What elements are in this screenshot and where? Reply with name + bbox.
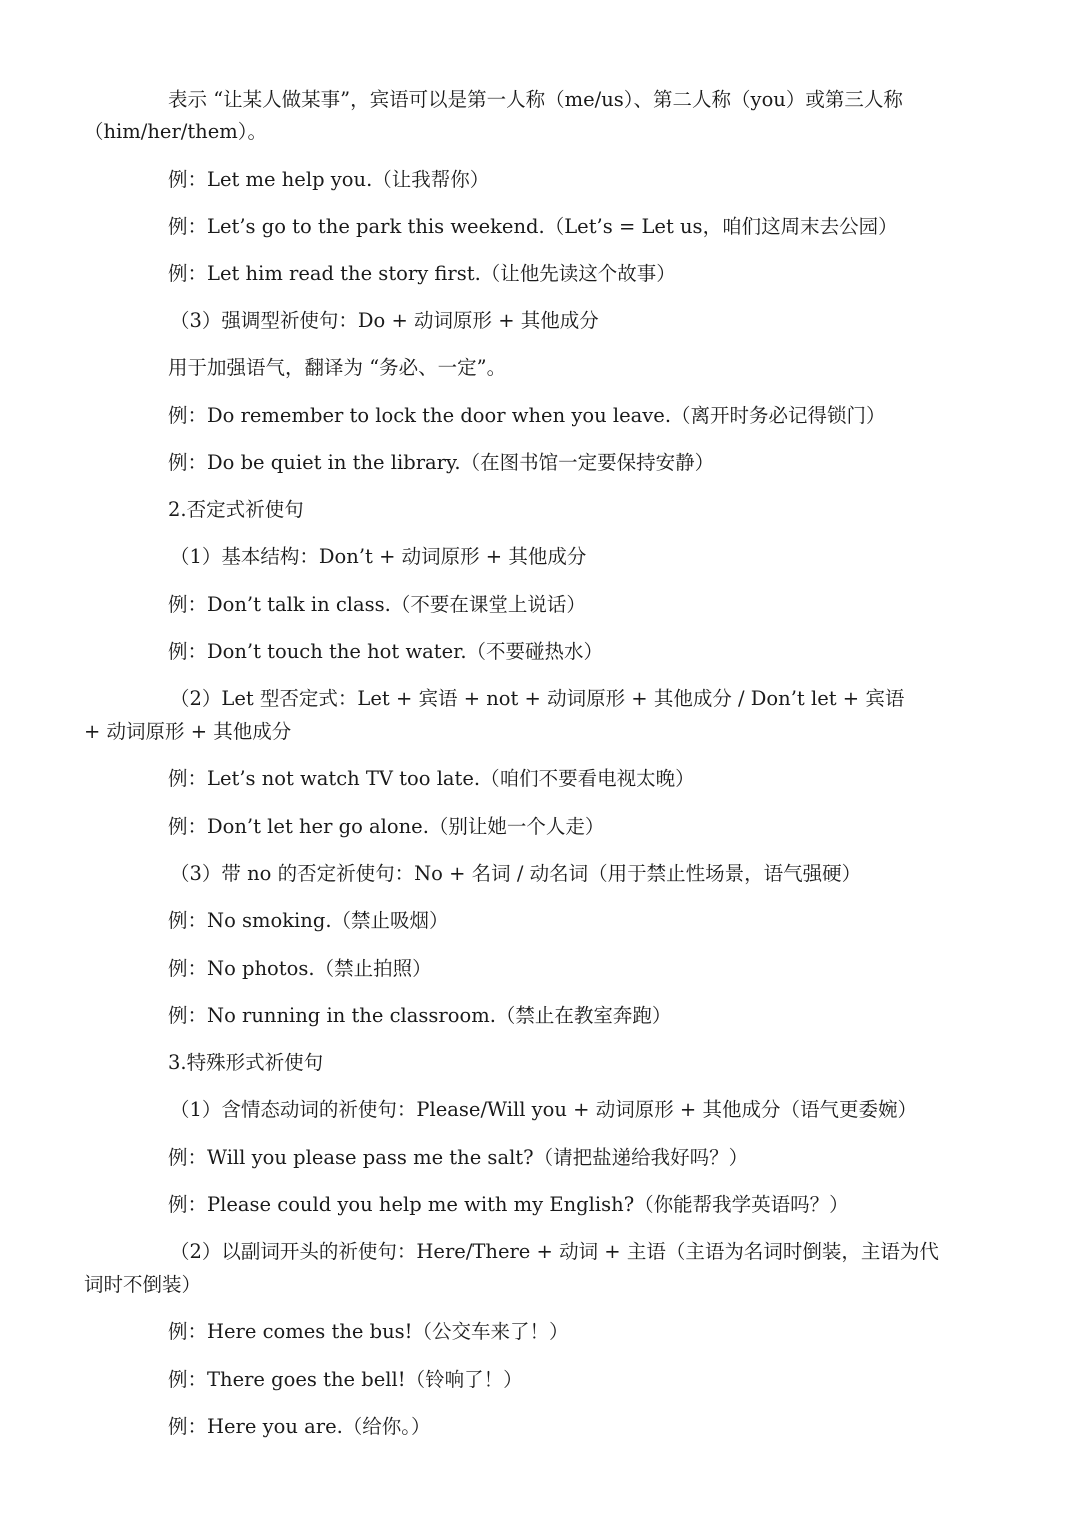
example-line: 例：Will you please pass me the salt?（请把盐递给我好吗？）: [168, 1146, 749, 1169]
subheading: （1）基本结构：Don’t + 动词原形 + 其他成分: [170, 545, 587, 568]
example-line: 例：Don’t let her go alone.（别让她一个人走）: [168, 815, 605, 838]
subheading: （1）含情态动词的祈使句：Please/Will you + 动词原形 + 其他成分（语气更委婉）: [170, 1098, 917, 1121]
example-line: 例：Don’t touch the hot water.（不要碰热水）: [168, 640, 604, 663]
section-heading: 3.特殊形式祈使句: [168, 1051, 324, 1074]
text-line: 表示 “让某人做某事”，宾语可以是第一人称（me/us）、第二人称（you）或第三人称: [168, 88, 903, 111]
example-line: 例：Here comes the bus!（公交车来了！）: [168, 1320, 569, 1343]
subheading: （2）Let 型否定式：Let + 宾语 + not + 动词原形 + 其他成分 / Don’t let + 宾语: [170, 687, 905, 710]
example-line: 例：No smoking.（禁止吸烟）: [168, 909, 449, 932]
example-line: 例：Let’s go to the park this weekend.（Let’s = Let us，咱们这周末去公园）: [168, 215, 898, 238]
subheading-continued: 词时不倒装）: [84, 1273, 202, 1296]
example-line: 例：Do remember to lock the door when you leave.（离开时务必记得锁门）: [168, 404, 886, 427]
subheading: （2）以副词开头的祈使句：Here/There + 动词 + 主语（主语为名词时倒装，主语为代: [170, 1240, 939, 1263]
subheading: （3）强调型祈使句：Do + 动词原形 + 其他成分: [170, 309, 599, 332]
example-line: 例：Let’s not watch TV too late.（咱们不要看电视太晚）: [168, 767, 695, 790]
example-line: 例：No running in the classroom.（禁止在教室奔跑）: [168, 1004, 672, 1027]
subheading: （3）带 no 的否定祈使句：No + 名词 / 动名词（用于禁止性场景，语气强硬）: [170, 862, 862, 885]
example-line: 例：Please could you help me with my English?（你能帮我学英语吗？）: [168, 1193, 849, 1216]
section-heading: 2.否定式祈使句: [168, 498, 304, 521]
text-line: 用于加强语气，翻译为 “务必、一定”。: [168, 356, 507, 379]
example-line: 例：Here you are.（给你。）: [168, 1415, 431, 1438]
example-line: 例：Let me help you.（让我帮你）: [168, 168, 490, 191]
example-line: 例：Do be quiet in the library.（在图书馆一定要保持安静）: [168, 451, 715, 474]
text-line: （him/her/them）。: [84, 120, 268, 143]
subheading-continued: + 动词原形 + 其他成分: [84, 720, 292, 743]
example-line: 例：Let him read the story first.（让他先读这个故事）: [168, 262, 676, 285]
example-line: 例：There goes the bell!（铃响了！）: [168, 1368, 523, 1391]
example-line: 例：No photos.（禁止拍照）: [168, 957, 432, 980]
example-line: 例：Don’t talk in class.（不要在课堂上说话）: [168, 593, 586, 616]
